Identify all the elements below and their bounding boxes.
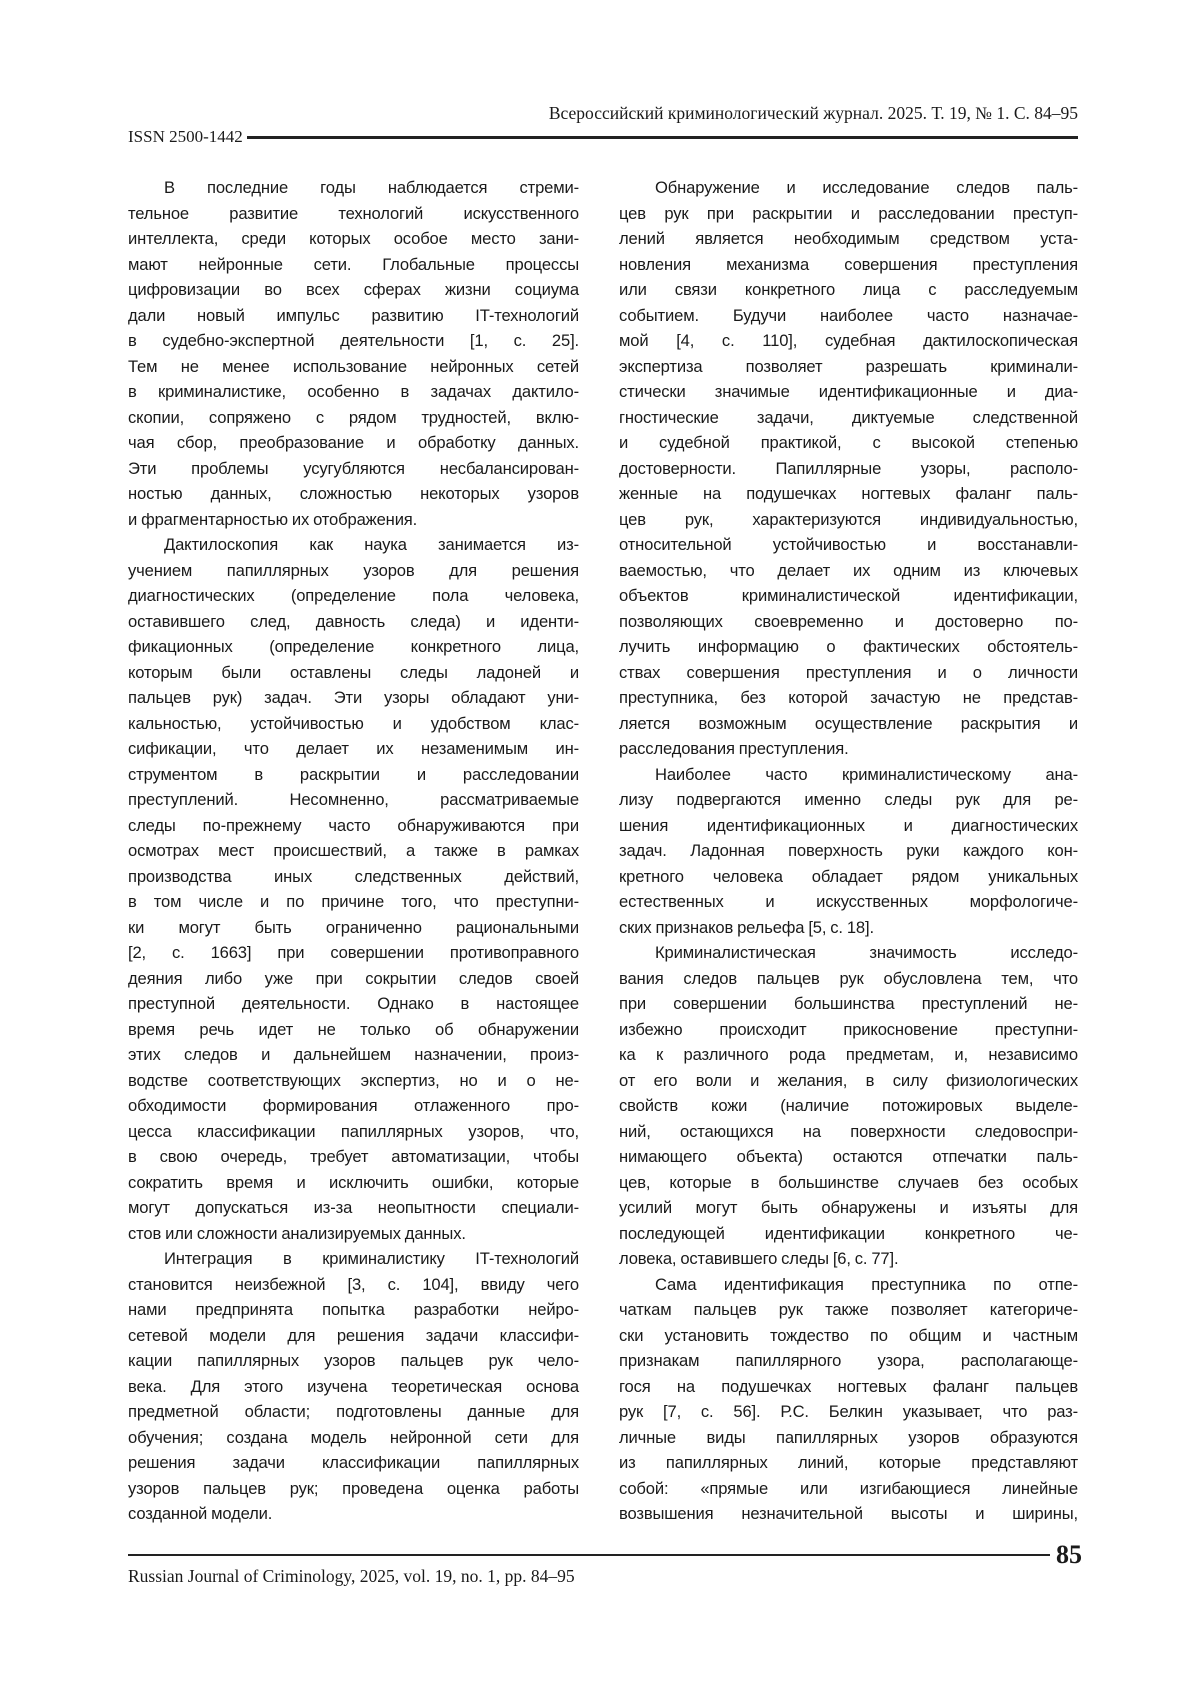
issn: ISSN 2500-1442	[128, 127, 243, 147]
text-line: мой [4, с. 110], судебная дактилоскопическая	[619, 328, 1078, 354]
text-line: расследования преступления.	[619, 736, 1078, 762]
text-line: фикационных (определение конкретного лица,	[128, 634, 579, 660]
text-line: созданной модели.	[128, 1501, 579, 1527]
text-line: собой: «прямые или изгибающиеся линейные	[619, 1476, 1078, 1502]
paragraph	[128, 1246, 579, 1527]
text-line: цев рук, характеризуются индивидуальностью,	[619, 507, 1078, 533]
text-line: дали новый импульс развитию IT-технологий	[128, 303, 579, 329]
text-line: Тем не менее использование нейронных сетей	[128, 354, 579, 380]
text-line: вания следов пальцев рук обусловлена тем, что	[619, 966, 1078, 992]
text-line: лучить информацию о фактических обстоятель-	[619, 634, 1078, 660]
text-line: Наиболее часто криминалистическому ана-	[619, 762, 1078, 788]
text-line: ваемостью, что делает их одним из ключевых	[619, 558, 1078, 584]
text-line: нами предпринята попытка разработки нейро-	[128, 1297, 579, 1323]
text-line: объектов криминалистической идентификации,	[619, 583, 1078, 609]
text-line: цев, которые в большинстве случаев без особых	[619, 1170, 1078, 1196]
text-line: ностью данных, сложностью некоторых узоров	[128, 481, 579, 507]
text-line: следы по-прежнему часто обнаруживаются при	[128, 813, 579, 839]
text-line: могут допускаться из-за неопытности специали-	[128, 1195, 579, 1221]
footer-rule	[128, 1554, 1050, 1556]
text-line: сократить время и исключить ошибки, которые	[128, 1170, 579, 1196]
text-line: относительной устойчивостью и восстанавли-	[619, 532, 1078, 558]
text-line: мают нейронные сети. Глобальные процессы	[128, 252, 579, 278]
text-line: задач. Ладонная поверхность руки каждого кон-	[619, 838, 1078, 864]
text-line: учением папиллярных узоров для решения	[128, 558, 579, 584]
text-line: Криминалистическая значимость исследо-	[619, 940, 1078, 966]
text-line: шения идентификационных и диагностических	[619, 813, 1078, 839]
text-line: при совершении большинства преступлений не-	[619, 991, 1078, 1017]
text-line: или связи конкретного лица с расследуемым	[619, 277, 1078, 303]
text-line: скопии, сопряжено с рядом трудностей, вклю-	[128, 405, 579, 431]
text-line: признакам папиллярного узора, располагающе-	[619, 1348, 1078, 1374]
journal-title: Всероссийский криминологический журнал. 2025. Т. 19, № 1. С. 84–95	[549, 103, 1078, 124]
text-line: В последние годы наблюдается стреми-	[128, 175, 579, 201]
text-line: водстве соответствующих экспертиз, но и о не-	[128, 1068, 579, 1094]
text-line: цев рук при раскрытии и расследовании преступ-	[619, 201, 1078, 227]
text-line: свойств кожи (наличие потожировых выделе-	[619, 1093, 1078, 1119]
header-rule	[247, 136, 1078, 139]
text-line: сетевой модели для решения задачи классифи-	[128, 1323, 579, 1349]
text-line: деяния либо уже при сокрытии следов своей	[128, 966, 579, 992]
text-line: ских признаков рельефа [5, с. 18].	[619, 915, 1078, 941]
text-line: новления механизма совершения преступления	[619, 252, 1078, 278]
text-line: в судебно-экспертной деятельности [1, с. 25].	[128, 328, 579, 354]
paragraph	[619, 940, 1078, 1272]
text-line: в том числе и по причине того, что преступни-	[128, 889, 579, 915]
text-line: тельное развитие технологий искусственного	[128, 201, 579, 227]
text-line: пальцев рук) задач. Эти узоры обладают уни-	[128, 685, 579, 711]
paragraph	[128, 175, 579, 532]
text-line: и фрагментарностью их отображения.	[128, 507, 579, 533]
text-line: и судебной практикой, с высокой степенью	[619, 430, 1078, 456]
paragraph	[128, 532, 579, 1246]
text-line: становится неизбежной [3, с. 104], ввиду чего	[128, 1272, 579, 1298]
text-line: возвышения незначительной высоты и ширины,	[619, 1501, 1078, 1527]
text-line: в свою очередь, требует автоматизации, чтобы	[128, 1144, 579, 1170]
text-line: кальностью, устойчивостью и удобством клас-	[128, 711, 579, 737]
paragraph	[619, 175, 1078, 762]
text-line: века. Для этого изучена теоретическая основа	[128, 1374, 579, 1400]
text-line: осмотрах мест происшествий, а также в рамках	[128, 838, 579, 864]
text-line: преступлений. Несомненно, рассматриваемые	[128, 787, 579, 813]
text-line: кретного человека обладает рядом уникальных	[619, 864, 1078, 890]
text-line: преступника, без которой зачастую не представ-	[619, 685, 1078, 711]
text-line: избежно происходит прикосновение преступни-	[619, 1017, 1078, 1043]
text-line: ка к различного рода предметам, и, независимо	[619, 1042, 1078, 1068]
text-line: Обнаружение и исследование следов паль-	[619, 175, 1078, 201]
text-line: личные виды папиллярных узоров образуются	[619, 1425, 1078, 1451]
text-line: ловека, оставившего следы [6, с. 77].	[619, 1246, 1078, 1272]
text-line: струментом в раскрытии и расследовании	[128, 762, 579, 788]
text-line: узоров пальцев рук; проведена оценка работы	[128, 1476, 579, 1502]
text-line: из папиллярных линий, которые представляют	[619, 1450, 1078, 1476]
text-line: усилий могут быть обнаружены и изъяты для	[619, 1195, 1078, 1221]
paragraph	[619, 1272, 1078, 1527]
text-line: ляется возможным осуществление раскрытия и	[619, 711, 1078, 737]
text-line: ствах совершения преступления и о личности	[619, 660, 1078, 686]
text-line: оставившего след, давность следа) и иденти-	[128, 609, 579, 635]
text-line: предметной области; подготовлены данные для	[128, 1399, 579, 1425]
text-line: ки могут быть ограниченно рациональными	[128, 915, 579, 941]
text-line: цифровизации во всех сферах жизни социума	[128, 277, 579, 303]
text-line: лений является необходимым средством уста-	[619, 226, 1078, 252]
paragraph	[619, 762, 1078, 941]
text-line: интеллекта, среди которых особое место зани-	[128, 226, 579, 252]
text-line: которым были оставлены следы ладоней и	[128, 660, 579, 686]
text-line: в криминалистике, особенно в задачах дактило-	[128, 379, 579, 405]
text-line: производства иных следственных действий,	[128, 864, 579, 890]
text-line: последующей идентификации конкретного че-	[619, 1221, 1078, 1247]
text-line: цесса классификации папиллярных узоров, что,	[128, 1119, 579, 1145]
text-line: чая сбор, преобразование и обработку данных.	[128, 430, 579, 456]
page-number: 85	[1056, 1540, 1082, 1570]
text-line: стически значимые идентификационные и диа-	[619, 379, 1078, 405]
text-line: стов или сложности анализируемых данных.	[128, 1221, 579, 1247]
text-line: Эти проблемы усугубляются несбалансирован-	[128, 456, 579, 482]
text-line: кации папиллярных узоров пальцев рук чело-	[128, 1348, 579, 1374]
text-line: женные на подушечках ногтевых фаланг паль-	[619, 481, 1078, 507]
text-line: диагностических (определение пола человека,	[128, 583, 579, 609]
text-line: естественных и искусственных морфологиче-	[619, 889, 1078, 915]
text-line: экспертиза позволяет разрешать криминали-	[619, 354, 1078, 380]
text-line: от его воли и желания, в силу физиологических	[619, 1068, 1078, 1094]
text-line: этих следов и дальнейшем назначении, произ-	[128, 1042, 579, 1068]
left-column	[128, 175, 579, 1527]
text-line: позволяющих своевременно и достоверно по-	[619, 609, 1078, 635]
text-line: гося на подушечках ногтевых фаланг пальцев	[619, 1374, 1078, 1400]
text-line: событием. Будучи наиболее часто назначае-	[619, 303, 1078, 329]
header-rule-row	[128, 127, 1078, 147]
text-line: Интеграция в криминалистику IT-технологий	[128, 1246, 579, 1272]
text-line: обучения; создана модель нейронной сети для	[128, 1425, 579, 1451]
text-line: гностические задачи, диктуемые следственной	[619, 405, 1078, 431]
text-line: лизу подвергаются именно следы рук для ре-	[619, 787, 1078, 813]
text-line: ски установить тождество по общим и частным	[619, 1323, 1078, 1349]
text-line: рук [7, с. 56]. Р.С. Белкин указывает, что раз-	[619, 1399, 1078, 1425]
text-line: достоверности. Папиллярные узоры, располо-	[619, 456, 1078, 482]
journal-title-english: Russian Journal of Criminology, 2025, vol. 19, no. 1, pp. 84–95	[128, 1566, 575, 1587]
text-line: сификации, что делает их незаменимым ин-	[128, 736, 579, 762]
text-line: чаткам пальцев рук также позволяет категориче-	[619, 1297, 1078, 1323]
right-column	[619, 175, 1078, 1527]
text-line: [2, с. 1663] при совершении противоправного	[128, 940, 579, 966]
text-line: нимающего объекта) остаются отпечатки паль-	[619, 1144, 1078, 1170]
text-line: Дактилоскопия как наука занимается из-	[128, 532, 579, 558]
text-line: ний, остающихся на поверхности следовоспри-	[619, 1119, 1078, 1145]
text-line: время речь идет не только об обнаружении	[128, 1017, 579, 1043]
text-line: преступной деятельности. Однако в настоящее	[128, 991, 579, 1017]
text-line: обходимости формирования отлаженного про-	[128, 1093, 579, 1119]
text-line: решения задачи классификации папиллярных	[128, 1450, 579, 1476]
text-line: Сама идентификация преступника по отпе-	[619, 1272, 1078, 1298]
